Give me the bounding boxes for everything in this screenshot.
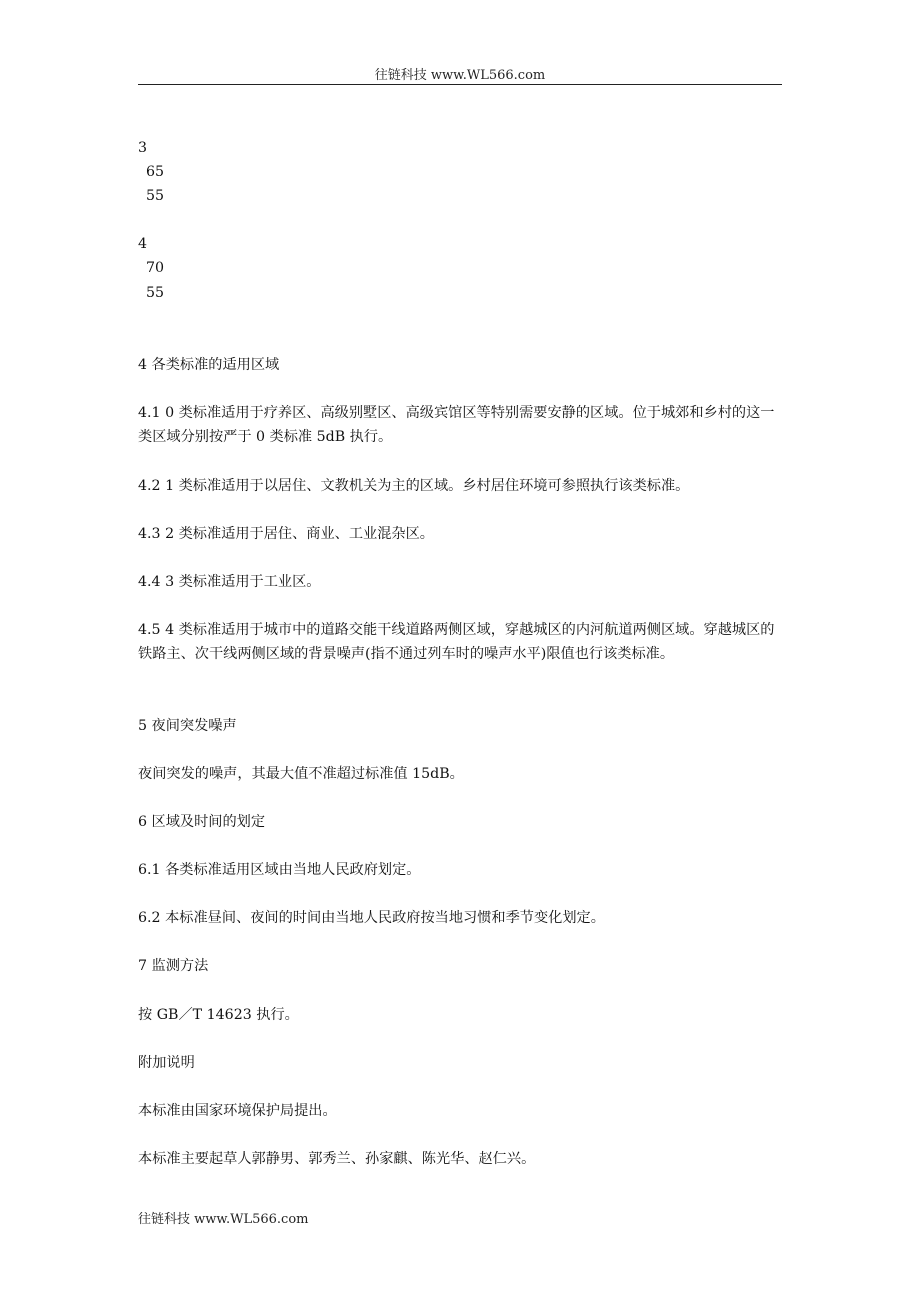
table-row-class: 3 xyxy=(138,140,148,156)
table-row-day: 70 xyxy=(146,260,165,276)
table-row-night: 55 xyxy=(146,188,165,204)
section-heading: 4 各类标准的适用区域 xyxy=(138,357,280,373)
table-row-day: 65 xyxy=(146,164,165,180)
header-divider xyxy=(138,84,782,85)
paragraph: 4.5 4 类标准适用于城市中的道路交能干线道路两侧区域，穿越城区的内河航道两侧区域。穿越城区的铁路主、次干线两侧区域的背景噪声(指不通过列车时的噪声水平)限值也行该类标准。 xyxy=(138,622,775,662)
paragraph: 按 GB／T 14623 执行。 xyxy=(138,1007,299,1023)
paragraph: 4.3 2 类标准适用于居住、商业、工业混杂区。 xyxy=(138,526,434,542)
page-footer: 往链科技 www.WL566.com xyxy=(138,1212,309,1227)
section-heading: 7 监测方法 xyxy=(138,958,209,974)
table-row-class: 4 xyxy=(138,236,148,252)
paragraph: 4.4 3 类标准适用于工业区。 xyxy=(138,574,321,590)
section-heading: 5 夜间突发噪声 xyxy=(138,718,237,734)
section-heading: 附加说明 xyxy=(138,1055,195,1071)
paragraph: 4.2 1 类标准适用于以居住、文教机关为主的区域。乡村居住环境可参照执行该类标准。 xyxy=(138,478,690,494)
paragraph: 本标准由国家环境保护局提出。 xyxy=(138,1103,337,1119)
page-header: 往链科技 www.WL566.com xyxy=(374,68,546,83)
paragraph: 夜间突发的噪声，其最大值不准超过标准值 15dB。 xyxy=(138,766,464,782)
table-row-night: 55 xyxy=(146,285,165,301)
paragraph: 本标准主要起草人郭静男、郭秀兰、孙家麒、陈光华、赵仁兴。 xyxy=(138,1151,536,1167)
paragraph: 6.2 本标准昼间、夜间的时间由当地人民政府按当地习惯和季节变化划定。 xyxy=(138,910,605,926)
paragraph: 6.1 各类标准适用区域由当地人民政府划定。 xyxy=(138,862,421,878)
section-heading: 6 区域及时间的划定 xyxy=(138,814,266,830)
paragraph: 4.1 0 类标准适用于疗养区、高级别墅区、高级宾馆区等特别需要安静的区域。位于城郊和乡村的这一类区域分别按严于 0 类标准 5dB 执行。 xyxy=(138,405,775,445)
